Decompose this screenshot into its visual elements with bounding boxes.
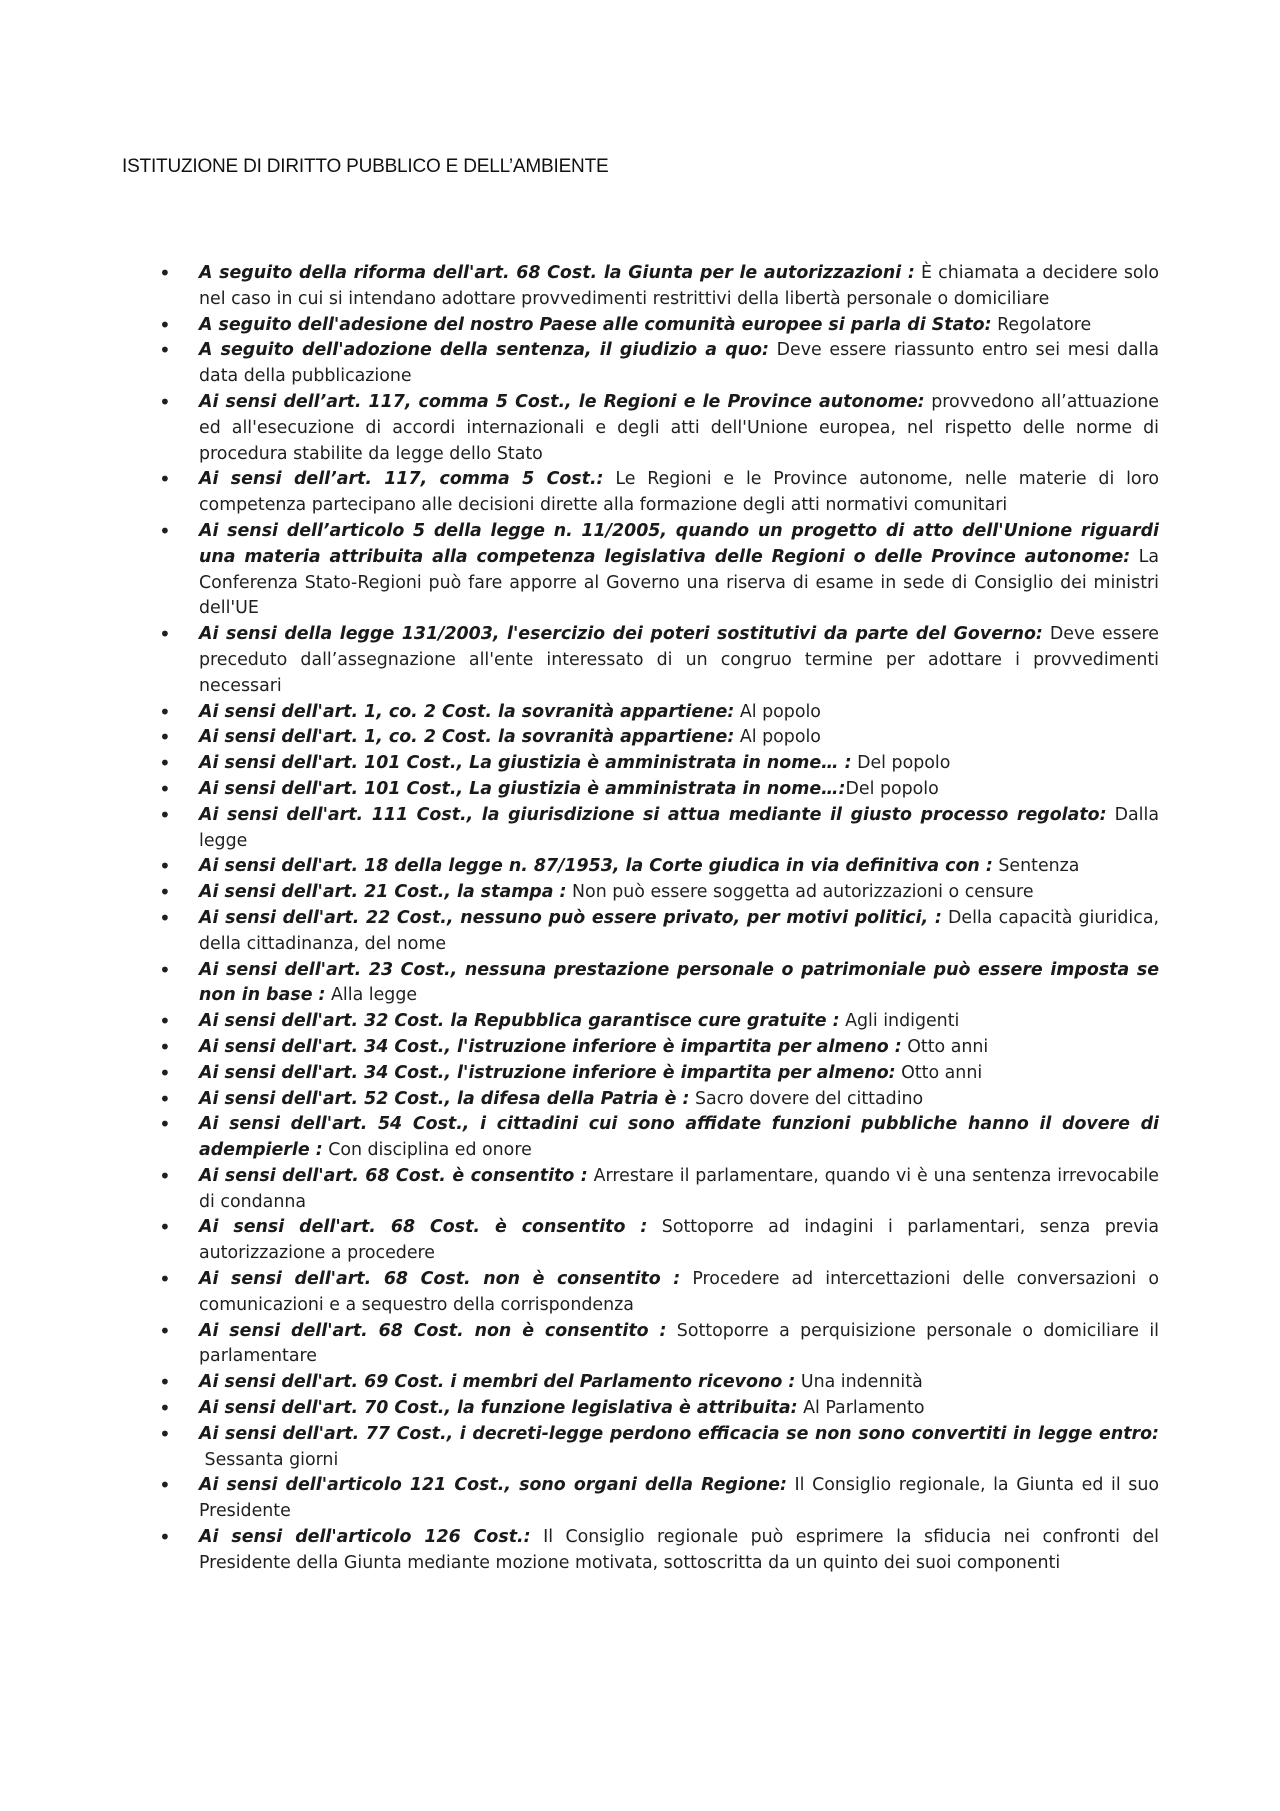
answer-text: Agli indigenti — [845, 1011, 960, 1032]
list-item — [199, 1009, 1159, 1035]
list-item — [199, 1422, 1159, 1474]
answer-text: Deve essere riassunto entro sei mesi dalla data della pubblicazione — [199, 340, 1160, 387]
question-text: Ai sensi dell'art. 68 Cost. non è consentito : — [199, 1269, 681, 1290]
question-text: Ai sensi dell'art. 70 Cost., la funzione legislativa è attribuita: — [199, 1398, 798, 1419]
list-item — [199, 777, 1159, 803]
answer-text: Le Regioni e le Province autonome, nelle materie di loro competenza partecipano alle decisioni dirette alla formazione degli atti normativi comunitari — [199, 469, 1159, 516]
list-item — [199, 854, 1159, 880]
answer-text: Della capacità giuridica, della cittadinanza, del nome — [199, 907, 1160, 954]
answer-text: È chiamata a decidere solo nel caso in cui si intendano adottare provvedimenti restrittivi della libertà personale o domiciliare — [199, 263, 1159, 309]
question-text: Ai sensi dell'art. 1, co. 2 Cost. la sovranità appartiene: — [199, 727, 735, 748]
question-text: Ai sensi dell'art. 68 Cost. è consentito : — [199, 1165, 588, 1186]
answer-text: Del popolo — [857, 753, 951, 774]
question-text: Ai sensi dell'art. 54 Cost., i cittadini cui sono affidate funzioni pubbliche hanno il dovere di adempierle : — [199, 1114, 1159, 1161]
question-text: Ai sensi dell'articolo 121 Cost., sono organi della Regione: — [199, 1475, 787, 1496]
list-item — [199, 338, 1159, 390]
question-text: Ai sensi della legge 131/2003, l'esercizio dei poteri sostitutivi da parte del Governo: — [199, 624, 1043, 645]
answer-text: Deve essere preceduto dall’assegnazione all'ente interessato di un congruo termine per adottare i provvedimenti necessari — [199, 624, 1159, 696]
question-text: Ai sensi dell'art. 21 Cost., la stampa : — [199, 882, 567, 903]
question-text: Ai sensi dell'art. 77 Cost., i decreti-legge perdono efficacia se non sono convertiti in legge entro: — [199, 1423, 1159, 1444]
list-item — [199, 880, 1159, 906]
list-item — [199, 1035, 1159, 1061]
question-text: Ai sensi dell'art. 18 della legge n. 87/1953, la Corte giudica in via definitiva con : — [199, 856, 993, 877]
list-item — [199, 751, 1159, 777]
answer-text: Il Consiglio regionale, la Giunta ed il suo Presidente — [199, 1475, 1159, 1522]
list-item — [199, 725, 1159, 751]
answer-text: Otto anni — [901, 1062, 983, 1083]
list-item — [199, 958, 1159, 1010]
answer-text: Sacro dovere del cittadino — [695, 1088, 924, 1109]
answer-text: Sessanta giorni — [204, 1449, 339, 1470]
question-text: Ai sensi dell'articolo 126 Cost.: — [199, 1527, 531, 1548]
answer-text: Al popolo — [739, 701, 821, 722]
question-text: Ai sensi dell'art. 101 Cost., La giustizia è amministrata in nome…: — [199, 778, 846, 799]
list-item — [199, 1370, 1159, 1396]
question-text: Ai sensi dell'art. 34 Cost., l'istruzione inferiore è impartita per almeno: — [199, 1062, 896, 1083]
answer-text: Sottoporre ad indagini i parlamentari, senza previa autorizzazione a procedere — [199, 1217, 1159, 1264]
answer-text: Non può essere soggetta ad autorizzazioni o censure — [572, 882, 1034, 903]
list-item — [199, 467, 1159, 519]
question-text: Ai sensi dell’articolo 5 della legge n. 11/2005, quando un progetto di atto dell'Unione riguardi una materia attribuita alla competenza legislativa delle Regioni o delle Province autonome: — [199, 520, 1159, 567]
question-text: A seguito della riforma dell'art. 68 Cost. la Giunta per le autorizzazioni : — [199, 263, 915, 283]
list-item — [199, 1112, 1159, 1164]
question-answer-list — [199, 261, 1159, 1577]
answer-text: Con disciplina ed onore — [328, 1140, 532, 1161]
question-text: Ai sensi dell’art. 117, comma 5 Cost.: — [199, 469, 604, 490]
answer-text: Alla legge — [331, 985, 418, 1006]
list-item — [199, 1396, 1159, 1422]
question-text: A seguito dell'adozione della sentenza, il giudizio a quo: — [199, 340, 769, 361]
question-text: Ai sensi dell'art. 32 Cost. la Repubblica garantisce cure gratuite : — [199, 1011, 840, 1032]
list-item — [199, 803, 1159, 855]
document-title: ISTITUZIONE DI DIRITTO PUBBLICO E DELL’AMBIENTE — [122, 156, 609, 177]
question-text: Ai sensi dell'art. 101 Cost., La giustizia è amministrata in nome… : — [199, 753, 852, 774]
list-item — [199, 1525, 1159, 1577]
list-item — [199, 1087, 1159, 1113]
list-item — [199, 700, 1159, 726]
question-text: A seguito dell'adesione del nostro Paese alle comunità europee si parla di Stato: — [199, 314, 992, 335]
answer-text: Arrestare il parlamentare, quando vi è una sentenza irrevocabile di condanna — [199, 1165, 1159, 1212]
answer-text: Otto anni — [907, 1036, 989, 1057]
list-item — [199, 519, 1159, 622]
answer-text: Regolatore — [997, 314, 1092, 335]
answer-text: Il Consiglio regionale può esprimere la sfiducia nei confronti del Presidente della Giunta mediante mozione motivata, sottoscritta da un quinto dei suoi componenti — [199, 1527, 1159, 1573]
question-text: Ai sensi dell'art. 23 Cost., nessuna prestazione personale o patrimoniale può essere imposta se non in base : — [199, 959, 1159, 1006]
answer-text: Sottoporre a perquisizione personale o domiciliare il parlamentare — [199, 1320, 1159, 1367]
question-text: Ai sensi dell’art. 117, comma 5 Cost., le Regioni e le Province autonome: — [199, 391, 925, 412]
question-text: Ai sensi dell'art. 68 Cost. è consentito : — [199, 1217, 648, 1238]
question-text: Ai sensi dell'art. 34 Cost., l'istruzione inferiore è impartita per almeno : — [199, 1036, 902, 1057]
list-item — [199, 261, 1159, 313]
question-text: Ai sensi dell'art. 22 Cost., nessuno può essere privato, per motivi politici, : — [199, 907, 942, 928]
list-item — [199, 390, 1159, 467]
answer-text: provvedono all’attuazione ed all'esecuzione di accordi internazionali e degli atti dell'Unione europea, nel rispetto delle norme di procedura stabilite da legge dello Stato — [199, 391, 1159, 464]
answer-text: Procedere ad intercettazioni delle conversazioni o comunicazioni e a sequestro della corrispondenza — [199, 1269, 1159, 1315]
answer-text: Una indennità — [800, 1372, 923, 1393]
list-item — [199, 1473, 1159, 1525]
answer-text: Dalla legge — [199, 804, 1159, 851]
list-item — [199, 1319, 1159, 1371]
list-item — [199, 1164, 1159, 1216]
list-item — [199, 906, 1159, 958]
list-item — [199, 1061, 1159, 1087]
list-item — [199, 1215, 1159, 1267]
answer-text: La Conferenza Stato-Regioni può fare apporre al Governo una riserva di esame in sede di Consiglio dei ministri dell'UE — [199, 546, 1159, 619]
question-text: Ai sensi dell'art. 52 Cost., la difesa della Patria è : — [199, 1088, 690, 1109]
question-text: Ai sensi dell'art. 111 Cost., la giurisdizione si attua mediante il giusto processo regolato: — [199, 804, 1107, 825]
question-text: Ai sensi dell'art. 1, co. 2 Cost. la sovranità appartiene: — [199, 701, 735, 722]
question-text: Ai sensi dell'art. 68 Cost. non è consentito : — [199, 1320, 667, 1341]
answer-text: Al Parlamento — [803, 1398, 925, 1419]
list-item — [199, 1267, 1159, 1319]
answer-text: Del popolo — [845, 778, 939, 799]
list-item — [199, 313, 1159, 339]
question-text: Ai sensi dell'art. 69 Cost. i membri del Parlamento ricevono : — [199, 1372, 796, 1393]
list-item — [199, 622, 1159, 699]
answer-text: Sentenza — [998, 856, 1080, 877]
answer-text: Al popolo — [739, 727, 821, 748]
